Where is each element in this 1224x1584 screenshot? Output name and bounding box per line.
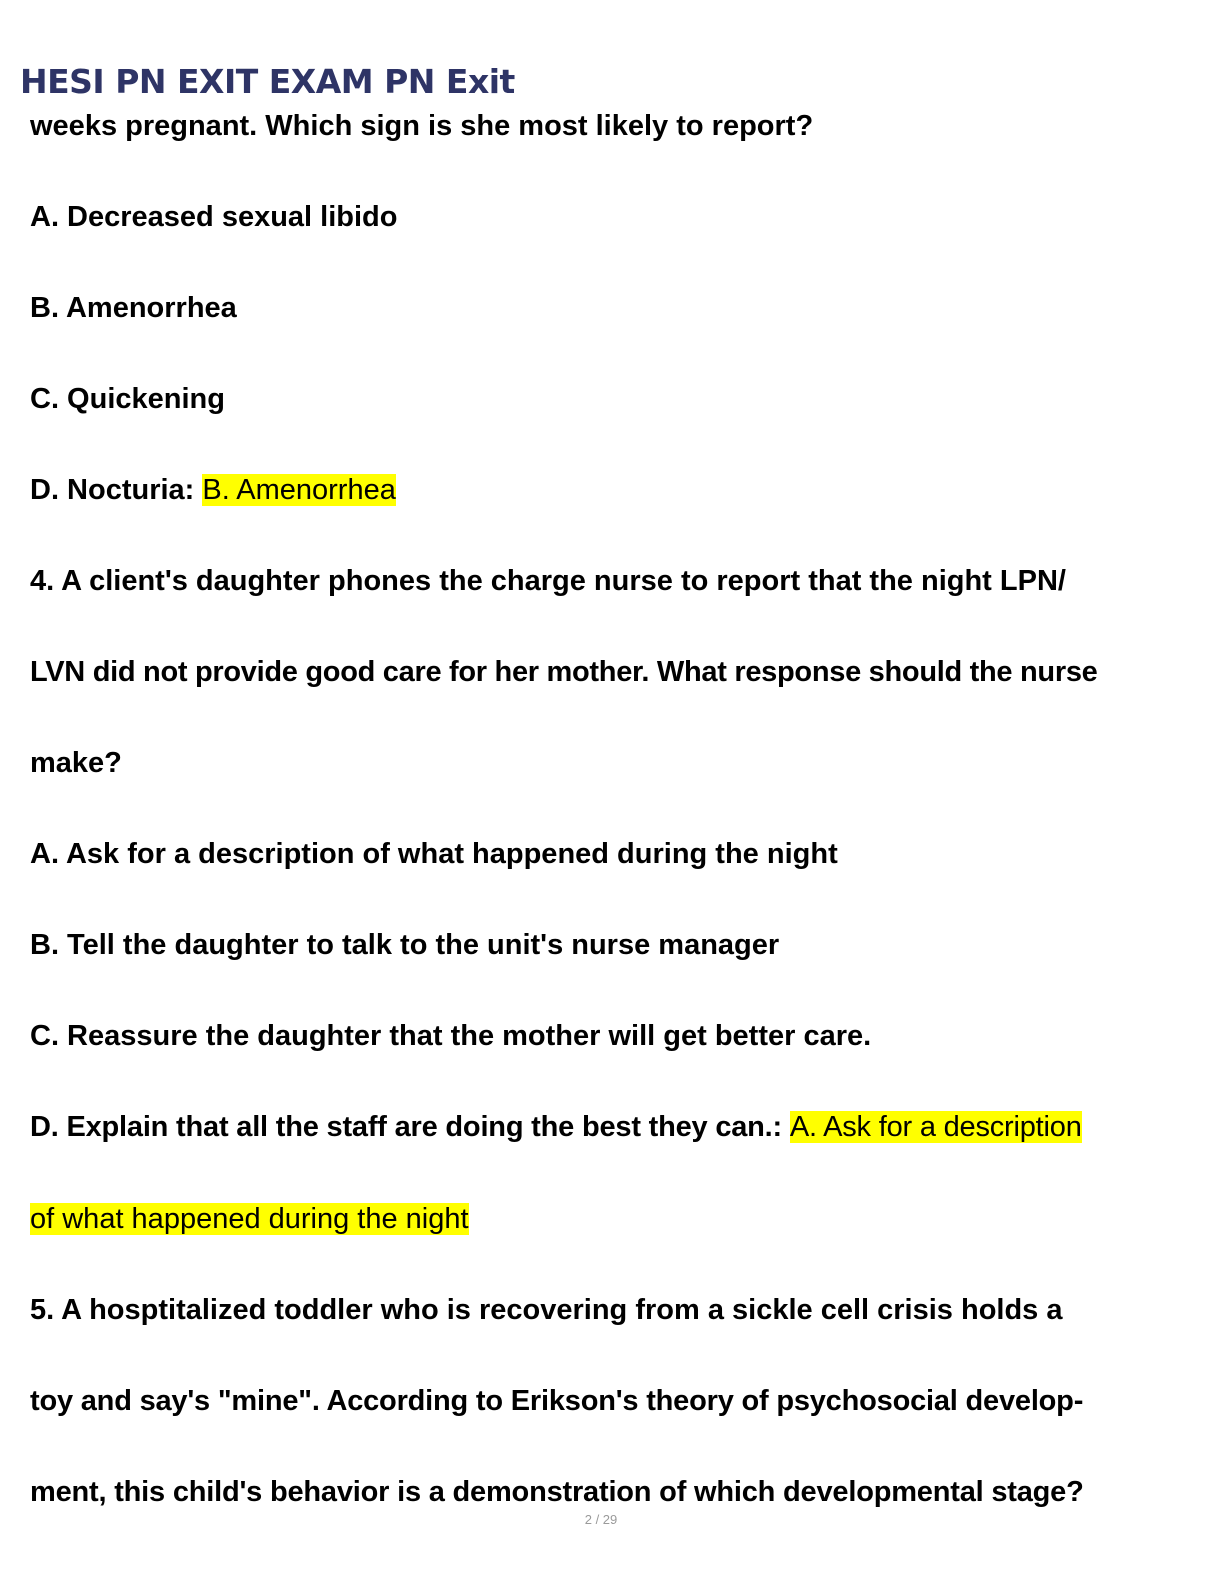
question-4-answer-highlight-line-2: of what happened during the night: [30, 1203, 469, 1235]
question-3-stem: weeks pregnant. Which sign is she most likely to report?: [30, 110, 814, 142]
question-4-option-c: C. Reassure the daughter that the mother will get better care.: [30, 1020, 872, 1052]
question-4-option-a: A. Ask for a description of what happened during the night: [30, 838, 838, 870]
question-4-option-b: B. Tell the daughter to talk to the unit's nurse manager: [30, 929, 780, 961]
document-header-title: HESI PN EXIT EXAM PN Exit: [20, 62, 515, 101]
question-3-option-c: C. Quickening: [30, 383, 225, 415]
question-3-option-a: A. Decreased sexual libido: [30, 201, 398, 233]
question-5-stem-line-1: 5. A hosptitalized toddler who is recovering from a sickle cell crisis holds a: [30, 1294, 1063, 1326]
question-4-stem-line-1: 4. A client's daughter phones the charge nurse to report that the night LPN/: [30, 565, 1066, 597]
question-5-stem-line-2: toy and say's "mine". According to Erikson's theory of psychosocial develop-: [30, 1385, 1084, 1417]
question-4-option-d-row: [30, 1109, 1082, 1145]
question-4-option-d: D. Explain that all the staff are doing the best they can.:: [30, 1111, 782, 1143]
question-5-stem-line-3: ment, this child's behavior is a demonstration of which developmental stage?: [30, 1476, 1084, 1508]
question-3-option-b: B. Amenorrhea: [30, 292, 237, 324]
question-3-option-d: D. Nocturia:: [30, 474, 195, 506]
question-4-stem-line-3: make?: [30, 747, 122, 779]
question-4-answer-highlight-line-1: A. Ask for a description: [789, 1111, 1082, 1143]
question-4-answer-line-2-row: [30, 1201, 469, 1237]
question-4-stem-line-2: LVN did not provide good care for her mother. What response should the nurse: [30, 656, 1098, 688]
page-number-indicator: 2 / 29: [584, 1512, 618, 1527]
question-3-answer-highlight: B. Amenorrhea: [202, 474, 396, 506]
question-3-option-d-row: [30, 472, 396, 508]
